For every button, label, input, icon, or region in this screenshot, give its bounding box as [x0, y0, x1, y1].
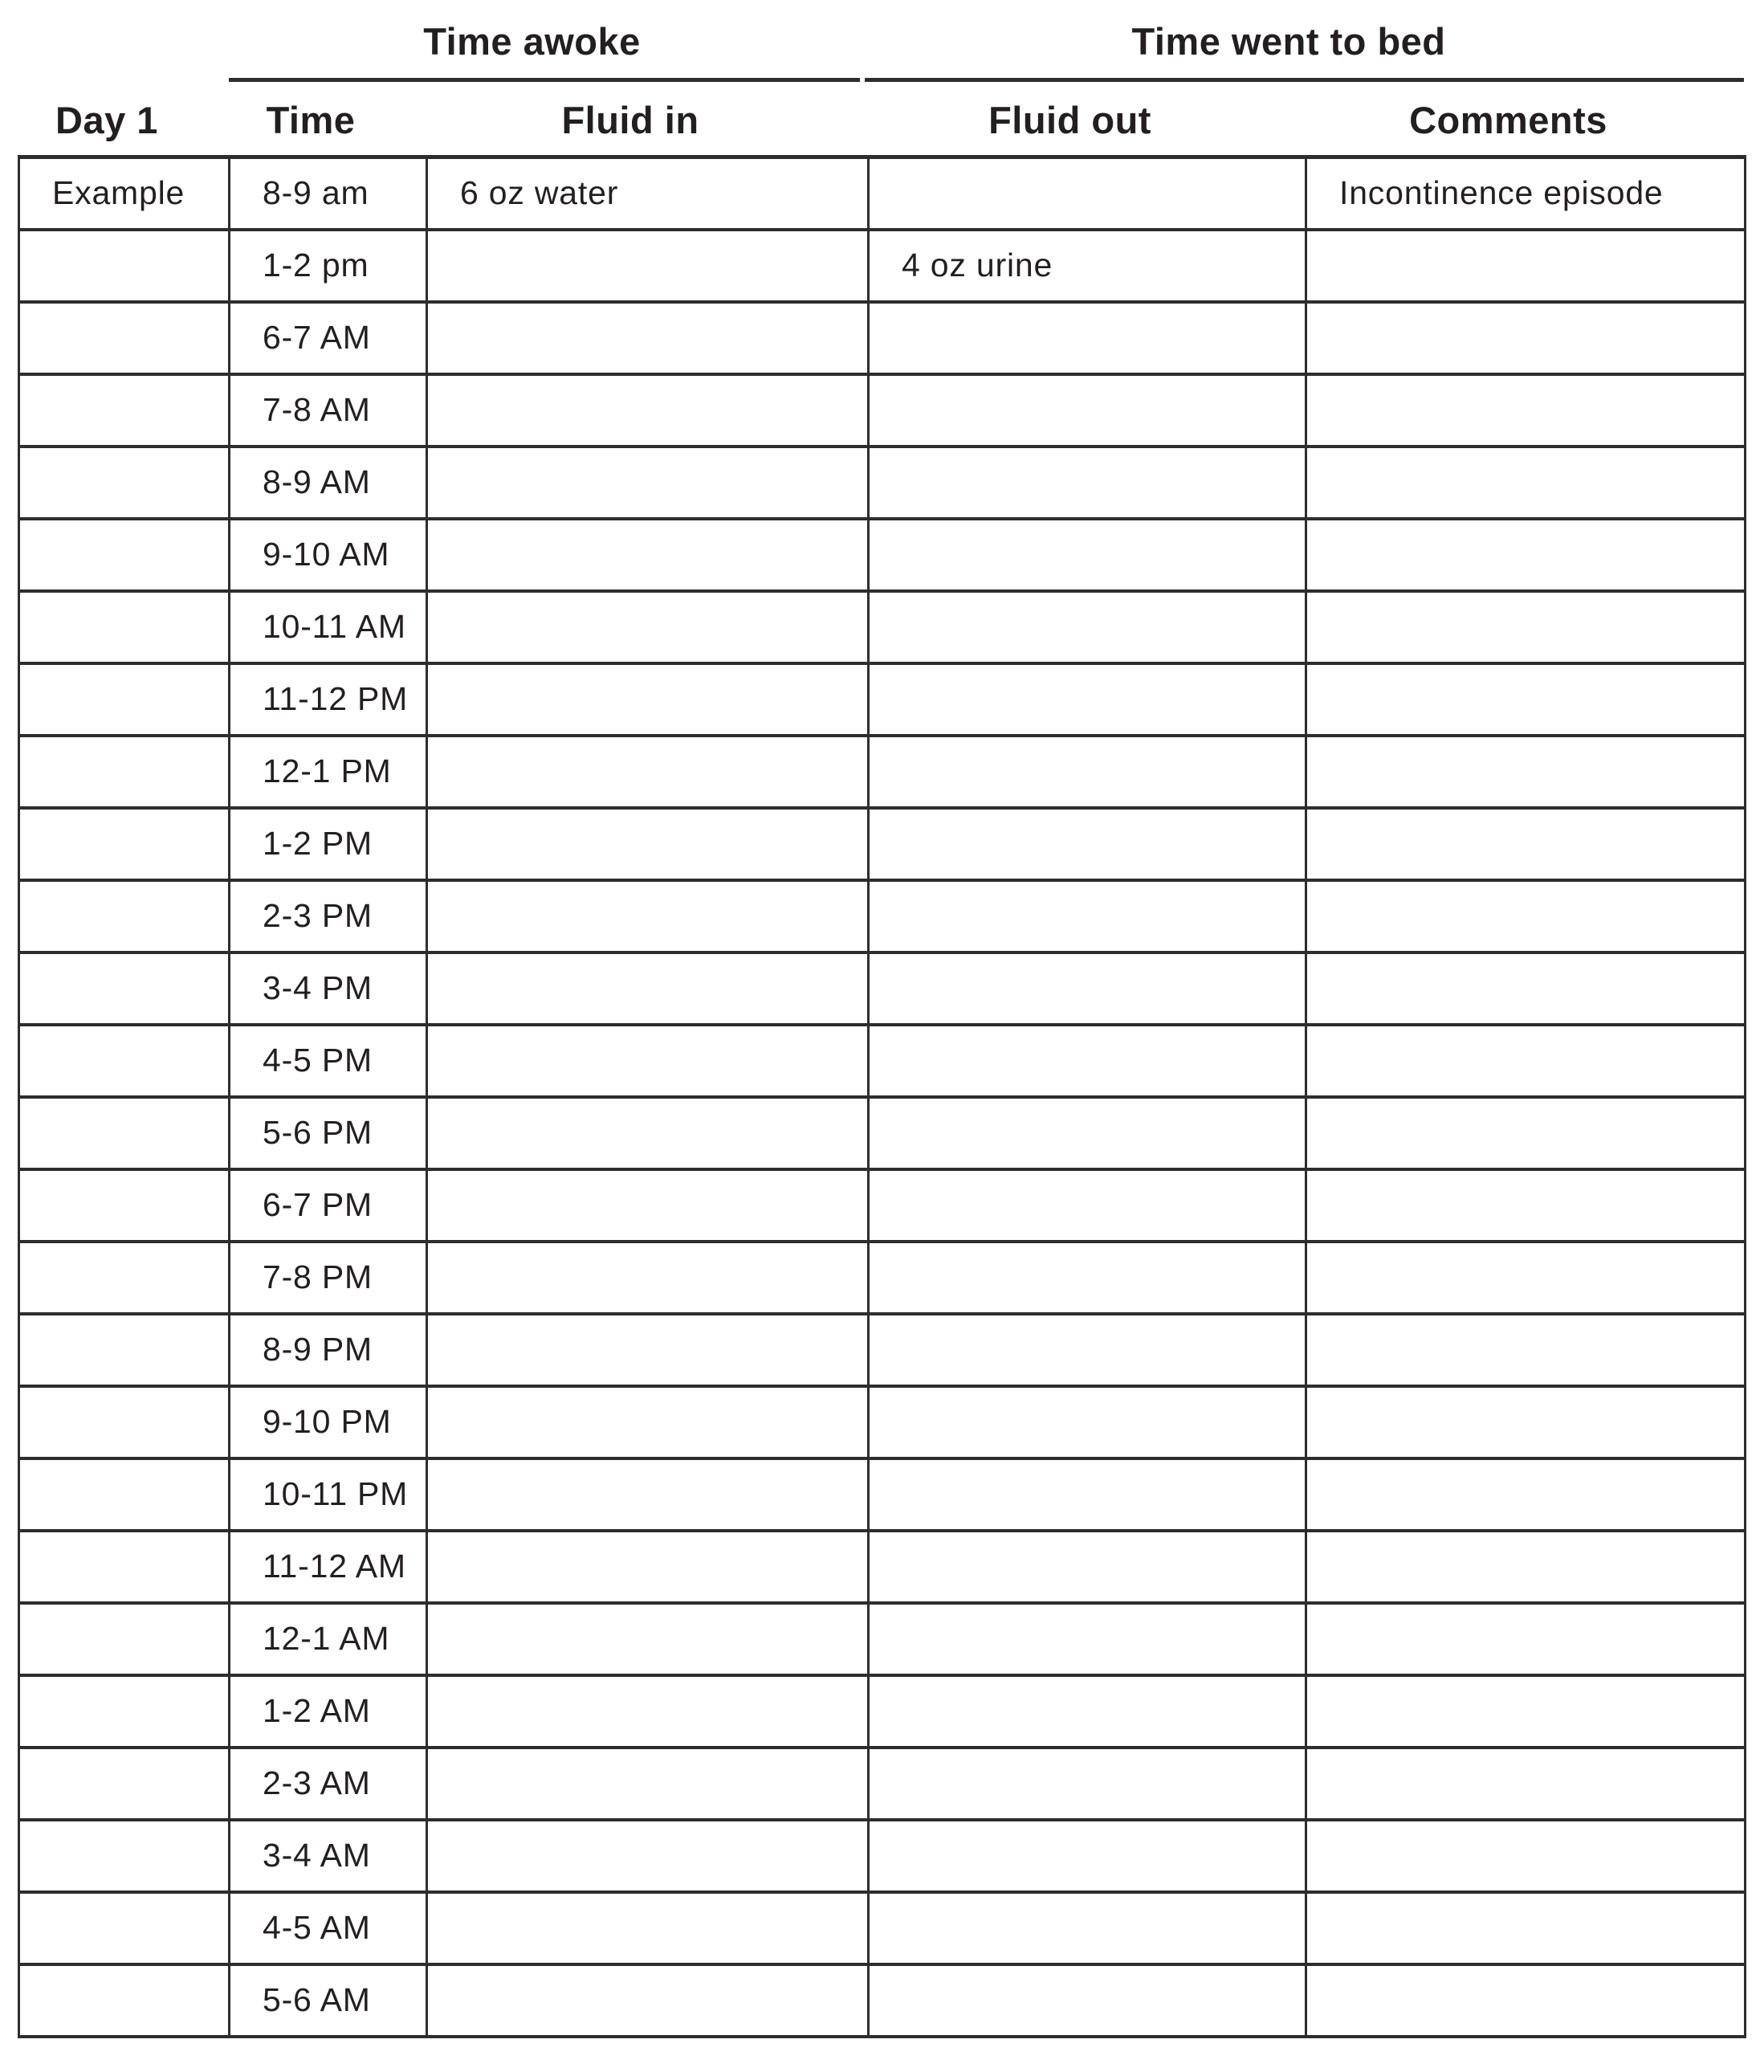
cell-time: 2-3 AM: [230, 1748, 427, 1820]
cell-fluid-in: [427, 1025, 869, 1097]
cell-comments: [1306, 1386, 1746, 1458]
cell-fluid-in: [427, 1964, 869, 2037]
cell-comments: [1306, 591, 1746, 663]
cell-day: [19, 1964, 230, 2037]
cell-day: [19, 591, 230, 663]
table-row: [19, 302, 1746, 374]
cell-comments: [1306, 1675, 1746, 1748]
cell-fluid-in: [427, 808, 869, 880]
cell-time: 6-7 AM: [230, 302, 427, 374]
table-row: [19, 663, 1746, 736]
cell-fluid-in: [427, 1892, 869, 1964]
cell-time: 5-6 AM: [230, 1964, 427, 2037]
cell-time: 4-5 PM: [230, 1025, 427, 1097]
cell-fluid-in: [427, 952, 869, 1025]
cell-comments: [1306, 1458, 1746, 1531]
cell-fluid-in: [427, 230, 869, 302]
cell-fluid-out: [869, 1386, 1306, 1458]
cell-comments: [1306, 230, 1746, 302]
cell-time: 5-6 PM: [230, 1097, 427, 1169]
cell-fluid-out: [869, 1603, 1306, 1675]
time-went-to-bed-heading: Time went to bed: [1131, 20, 1446, 63]
cell-fluid-out: 4 oz urine: [869, 230, 1306, 302]
cell-day: [19, 663, 230, 736]
cell-fluid-in: [427, 374, 869, 447]
cell-fluid-out: [869, 1242, 1306, 1314]
table-row: [19, 1820, 1746, 1892]
cell-comments: [1306, 1964, 1746, 2037]
cell-time: 8-9 PM: [230, 1314, 427, 1386]
table-row: [19, 1603, 1746, 1675]
cell-fluid-in: [427, 1748, 869, 1820]
table-row: [19, 1675, 1746, 1748]
cell-day: Example: [19, 157, 230, 230]
table-row: [19, 952, 1746, 1025]
table-row: [19, 230, 1746, 302]
cell-day: [19, 1820, 230, 1892]
cell-comments: [1306, 447, 1746, 519]
cell-comments: [1306, 1169, 1746, 1242]
cell-comments: [1306, 1314, 1746, 1386]
cell-comments: [1306, 519, 1746, 591]
cell-comments: [1306, 808, 1746, 880]
cell-time: 9-10 PM: [230, 1386, 427, 1458]
time-awoke-heading: Time awoke: [423, 20, 641, 63]
cell-time: 1-2 AM: [230, 1675, 427, 1748]
cell-fluid-out: [869, 663, 1306, 736]
cell-time: 9-10 AM: [230, 519, 427, 591]
cell-fluid-out: [869, 1458, 1306, 1531]
cell-fluid-in: [427, 1458, 869, 1531]
cell-fluid-out: [869, 374, 1306, 447]
cell-fluid-in: [427, 1386, 869, 1458]
cell-day: [19, 1892, 230, 1964]
cell-day: [19, 1603, 230, 1675]
table-row: [19, 1242, 1746, 1314]
cell-day: [19, 374, 230, 447]
column-header-fluid-out: Fluid out: [988, 99, 1151, 141]
table-row: [19, 519, 1746, 591]
cell-comments: [1306, 374, 1746, 447]
cell-fluid-out: [869, 1748, 1306, 1820]
cell-comments: [1306, 1820, 1746, 1892]
cell-day: [19, 1025, 230, 1097]
cell-time: 3-4 PM: [230, 952, 427, 1025]
cell-day: [19, 1314, 230, 1386]
header-rule-right: [865, 78, 1744, 82]
table-row: [19, 447, 1746, 519]
column-header-fluid-in: Fluid in: [561, 99, 699, 141]
table-row: [19, 1748, 1746, 1820]
cell-comments: [1306, 952, 1746, 1025]
cell-fluid-in: [427, 591, 869, 663]
header-rule-left: [229, 78, 860, 82]
cell-day: [19, 447, 230, 519]
cell-fluid-in: [427, 1675, 869, 1748]
column-header-day1: Day 1: [55, 99, 158, 141]
cell-comments: [1306, 1748, 1746, 1820]
table-row: [19, 1169, 1746, 1242]
cell-comments: [1306, 1603, 1746, 1675]
table-row: [19, 1531, 1746, 1603]
cell-fluid-out: [869, 1531, 1306, 1603]
table-row: [19, 1025, 1746, 1097]
table-row: [19, 157, 1746, 230]
cell-day: [19, 1458, 230, 1531]
table-row: [19, 1892, 1746, 1964]
cell-fluid-out: [869, 808, 1306, 880]
cell-fluid-out: [869, 1025, 1306, 1097]
cell-fluid-out: [869, 447, 1306, 519]
cell-comments: [1306, 302, 1746, 374]
cell-day: [19, 1097, 230, 1169]
cell-comments: [1306, 736, 1746, 808]
column-header-time: Time: [266, 99, 356, 141]
cell-time: 7-8 AM: [230, 374, 427, 447]
cell-time: 11-12 PM: [230, 663, 427, 736]
cell-time: 8-9 AM: [230, 447, 427, 519]
cell-fluid-in: [427, 519, 869, 591]
cell-fluid-in: [427, 880, 869, 952]
table-row: [19, 1097, 1746, 1169]
cell-comments: [1306, 1242, 1746, 1314]
cell-day: [19, 1531, 230, 1603]
cell-comments: [1306, 1892, 1746, 1964]
table-row: [19, 880, 1746, 952]
cell-time: 7-8 PM: [230, 1242, 427, 1314]
cell-day: [19, 1675, 230, 1748]
cell-fluid-in: [427, 447, 869, 519]
cell-day: [19, 1748, 230, 1820]
cell-fluid-out: [869, 302, 1306, 374]
cell-fluid-in: [427, 736, 869, 808]
cell-time: 12-1 AM: [230, 1603, 427, 1675]
cell-day: [19, 1386, 230, 1458]
cell-fluid-out: [869, 591, 1306, 663]
cell-time: 3-4 AM: [230, 1820, 427, 1892]
cell-comments: [1306, 1531, 1746, 1603]
cell-fluid-out: [869, 519, 1306, 591]
table-row: [19, 1458, 1746, 1531]
cell-comments: [1306, 663, 1746, 736]
cell-time: 10-11 AM: [230, 591, 427, 663]
cell-time: 12-1 PM: [230, 736, 427, 808]
cell-day: [19, 1169, 230, 1242]
cell-day: [19, 230, 230, 302]
cell-time: 4-5 AM: [230, 1892, 427, 1964]
cell-fluid-in: 6 oz water: [427, 157, 869, 230]
cell-time: 8-9 am: [230, 157, 427, 230]
cell-day: [19, 302, 230, 374]
cell-comments: Incontinence episode: [1306, 157, 1746, 230]
cell-fluid-out: [869, 1820, 1306, 1892]
cell-day: [19, 519, 230, 591]
cell-fluid-in: [427, 1097, 869, 1169]
cell-fluid-out: [869, 952, 1306, 1025]
cell-fluid-in: [427, 663, 869, 736]
cell-fluid-out: [869, 1675, 1306, 1748]
cell-time: 2-3 PM: [230, 880, 427, 952]
cell-fluid-in: [427, 1314, 869, 1386]
cell-time: 11-12 AM: [230, 1531, 427, 1603]
cell-time: 10-11 PM: [230, 1458, 427, 1531]
cell-fluid-in: [427, 1242, 869, 1314]
table-row: [19, 374, 1746, 447]
cell-fluid-in: [427, 1820, 869, 1892]
table-row: [19, 1386, 1746, 1458]
table-row: [19, 1314, 1746, 1386]
fluid-diary-table: [18, 155, 1746, 2038]
cell-fluid-out: [869, 1892, 1306, 1964]
cell-comments: [1306, 1097, 1746, 1169]
cell-fluid-in: [427, 1169, 869, 1242]
cell-fluid-in: [427, 1603, 869, 1675]
cell-fluid-out: [869, 1169, 1306, 1242]
cell-fluid-in: [427, 302, 869, 374]
table-row: [19, 591, 1746, 663]
cell-fluid-out: [869, 1097, 1306, 1169]
cell-fluid-out: [869, 880, 1306, 952]
cell-fluid-out: [869, 736, 1306, 808]
column-header-comments: Comments: [1409, 99, 1607, 141]
cell-comments: [1306, 1025, 1746, 1097]
cell-day: [19, 880, 230, 952]
table-row: [19, 1964, 1746, 2037]
cell-day: [19, 1242, 230, 1314]
table-row: [19, 736, 1746, 808]
cell-time: 6-7 PM: [230, 1169, 427, 1242]
cell-fluid-out: [869, 157, 1306, 230]
table-row: [19, 808, 1746, 880]
cell-fluid-out: [869, 1964, 1306, 2037]
cell-fluid-out: [869, 1314, 1306, 1386]
cell-time: 1-2 pm: [230, 230, 427, 302]
cell-day: [19, 736, 230, 808]
cell-day: [19, 952, 230, 1025]
cell-time: 1-2 PM: [230, 808, 427, 880]
cell-comments: [1306, 880, 1746, 952]
cell-day: [19, 808, 230, 880]
cell-fluid-in: [427, 1531, 869, 1603]
